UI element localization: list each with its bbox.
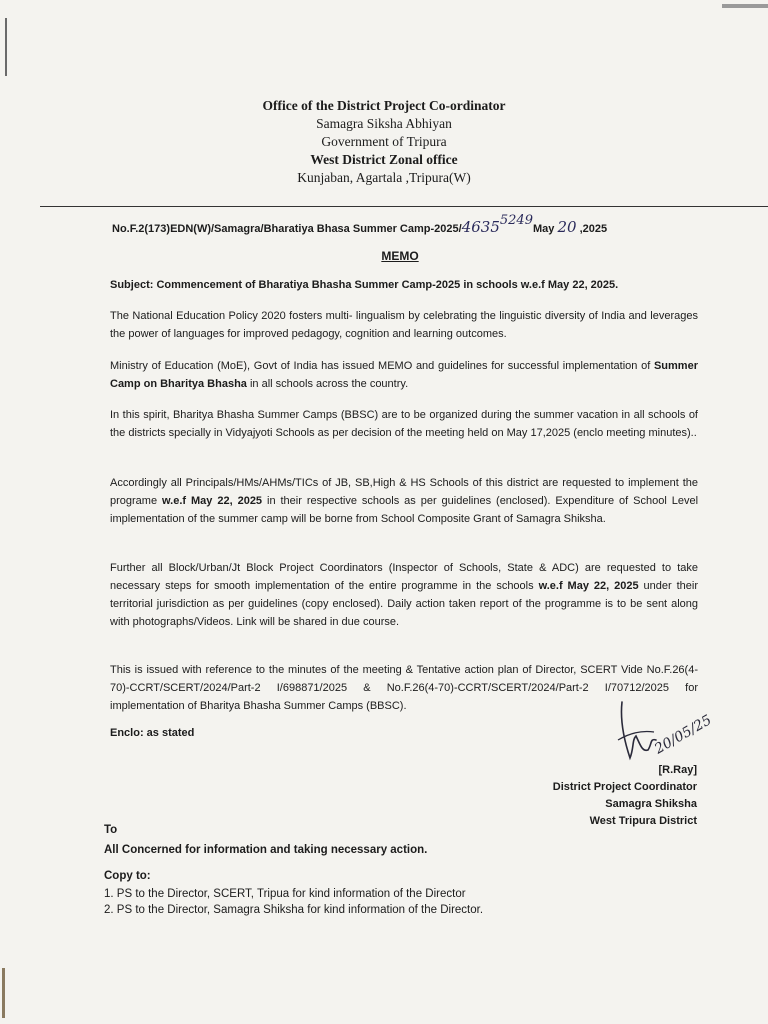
signatory-designation: District Project Coordinator (552, 781, 697, 793)
signatory-district: West Tripura District (589, 815, 697, 827)
paragraph-reference: This is issued with reference to the minutes of the meeting & Tentative action plan of Director, SCERT Vide No.F.26(4-70)-CCRT/SCERT/2024/Part-2 I/698871/2025 & No.F.26(4-70)-CCRT/SCERT/2024/Part-2 I/70712/2025 for implementation of Bharitya Bhasha Summer Camps (BBSC). (110, 664, 698, 712)
office-title: Office of the District Project Co-ordinator (262, 98, 506, 113)
to-text: All Concerned for information and taking necessary action. (104, 844, 428, 856)
paragraph-moe-bold: Summer Camp on Bharitya Bhasha (110, 360, 698, 390)
addressee-block (104, 820, 564, 860)
paragraph-principals-date: w.e.f May 22, 2025 (162, 495, 263, 507)
handwritten-ref-number: 4635 (461, 218, 500, 236)
enclosure-note: Enclo: as stated (110, 727, 195, 739)
handwritten-ref-day: 20 (557, 218, 577, 236)
letterhead (0, 97, 768, 187)
paragraph-moe-text-end: in all schools across the country. (246, 378, 409, 390)
signatory-org: Samagra Shiksha (605, 798, 697, 810)
paragraph-moe (110, 357, 698, 393)
office-address: Kunjaban, Agartala ,Tripura(W) (297, 170, 471, 185)
scan-edge-mark-top-left (5, 18, 7, 76)
reference-month: May (532, 223, 555, 235)
paragraph-block-text: Further all Block/Urban/Jt Block Project Coordinators (Inspector of Schools, State & ADC) are requested to take necessary steps for smooth implementation of the entire programme in the schools (110, 562, 698, 592)
scan-edge-mark-top-right (722, 4, 768, 8)
header-divider (40, 206, 768, 207)
memo-title: MEMO (381, 249, 419, 263)
handwritten-ref-number-sup: 5249 (499, 213, 533, 228)
paragraph-moe-text: Ministry of Education (MoE), Govt of India has issued MEMO and guidelines for successful implementation of (110, 360, 654, 372)
paragraph-block-date: w.e.f May 22, 2025 (538, 580, 639, 592)
copy-to-label: Copy to: (104, 870, 151, 882)
copy-to-item: 1. PS to the Director, SCERT, Tripua for kind information of the Director (104, 888, 466, 900)
reference-year: ,2025 (579, 223, 608, 235)
paragraph-nep: The National Education Policy 2020 fosters multi- lingualism by celebrating the linguistic diversity of India and leverages the power of languages for improved pedagogy, cognition and learning outcomes. (110, 310, 698, 340)
paragraph-block-coordinators (110, 559, 698, 631)
scan-edge-mark-bottom-left (2, 968, 5, 1018)
copy-to-block (104, 868, 624, 918)
reference-line (112, 213, 712, 236)
handwritten-signature (610, 700, 740, 770)
paragraph-block-text-end: under their territorial jurisdiction as per guidelines (copy enclosed). Daily action taken report of the programme is to be sent along with photographs/Videos. Link will be shared in due course. (110, 580, 698, 628)
subject-line: Subject: Commencement of Bharatiya Bhasha Summer Camp-2025 in schools w.e.f May 22, 2025. (110, 279, 619, 291)
government-name: Government of Tripura (321, 134, 447, 149)
paragraph-principals (110, 474, 698, 528)
signatory-name: [R.Ray] (658, 764, 697, 776)
paragraph-bbsc: In this spirit, Bharitya Bhasha Summer Camps (BBSC) are to be organized during the summer vacation in all schools of the districts specially in Vidyajyoti Schools as per decision of the meeting held on May 17,2025 (enclo meeting minutes).. (110, 409, 698, 439)
paragraph-principals-text: Accordingly all Principals/HMs/AHMs/TICs of JB, SB,High & HS Schools of this district are requested to implement the programe (110, 477, 698, 507)
reference-number-prefix: No.F.2(173)EDN(W)/Samagra/Bharatiya Bhasa Summer Camp-2025/ (112, 223, 462, 235)
program-name: Samagra Siksha Abhiyan (316, 116, 452, 131)
copy-to-item: 2. PS to the Director, Samagra Shiksha for kind information of the Director. (104, 904, 484, 916)
paragraph-principals-text-end: in their respective schools as per guidelines (enclosed). Expenditure of School Level implementation of the summer camp will be borne from School Composite Grant of Samagra Shiksha. (110, 495, 699, 525)
to-label: To (104, 824, 118, 836)
signature-date: 20/05/25 (652, 712, 715, 758)
zonal-office: West District Zonal office (310, 152, 458, 167)
